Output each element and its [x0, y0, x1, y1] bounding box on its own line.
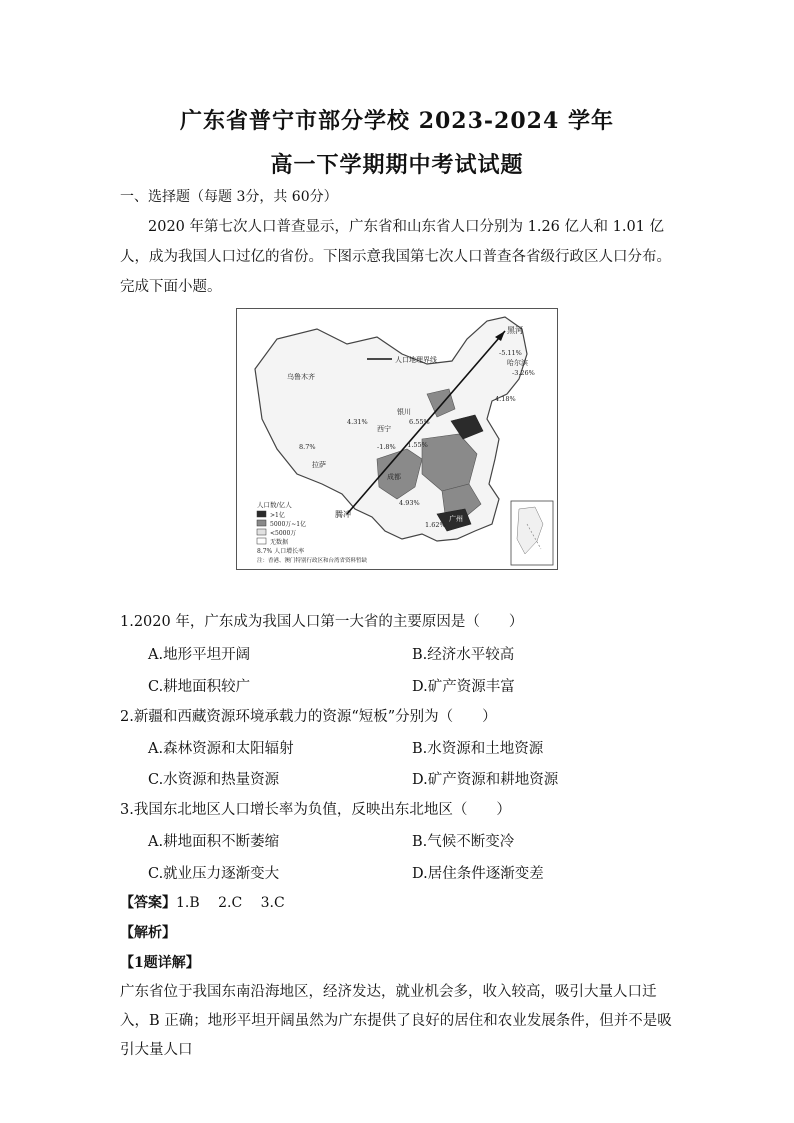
- growth-label: -1.55%: [405, 441, 428, 449]
- city-urumqi: 乌鲁木齐: [287, 373, 315, 381]
- city-xining: 西宁: [377, 425, 391, 433]
- line-legend-label: 人口地理界线: [395, 356, 437, 364]
- intro-paragraph: 2020 年第七次人口普查显示，广东省和山东省人口分别为 1.26 亿人和 1.01 亿人，成为我国人口过亿的省份。下图示意我国第七次人口普查各省级行政区人口分布。完成下面小题。: [120, 219, 671, 295]
- growth-label: 4.93%: [399, 499, 420, 507]
- china-population-map-svg: [237, 309, 557, 569]
- city-guangzhou: 广州: [449, 515, 463, 523]
- question-3-stem: 3.我国东北地区人口增长率为负值，反映出东北地区（ ）: [120, 802, 511, 818]
- growth-label: 1.62%: [425, 521, 446, 529]
- legend-note-growth: 8.7% 人口增长率: [257, 548, 305, 555]
- legend-swatch-nodata: [257, 538, 266, 544]
- growth-label: 6.55%: [409, 418, 430, 426]
- page-subtitle: 高一下学期期中考试试题: [270, 152, 524, 178]
- question-1-option-c: C.耕地面积较广: [148, 679, 251, 695]
- legend-swatch-low: [257, 529, 266, 535]
- legend-label-nodata: 无数据: [270, 539, 289, 546]
- question-2-option-c: C.水资源和热量资源: [148, 772, 280, 788]
- city-chengdu: 成都: [387, 473, 401, 481]
- question-2-stem: 2.新疆和西藏资源环境承载力的资源“短板”分别为（ ）: [120, 709, 497, 725]
- answer-label: 【答案】: [120, 895, 176, 911]
- growth-label: 4.31%: [347, 418, 368, 426]
- question-3-option-a: A.耕地面积不断萎缩: [148, 834, 280, 850]
- question-1-option-a: A.地形平坦开阔: [148, 647, 251, 663]
- section-heading: 一、选择题（每题 3分，共 60分）: [120, 189, 338, 205]
- question-1-option-b: B.经济水平较高: [412, 647, 515, 663]
- legend-note-data: 注：香港、澳门特别行政区和台湾省资料暂缺: [257, 558, 368, 564]
- growth-label: 8.7%: [299, 443, 316, 451]
- city-harbin: 哈尔滨: [507, 359, 528, 367]
- question-2-option-d: D.矿产资源和耕地资源: [412, 772, 559, 788]
- legend-label-mid: 5000万~1亿: [270, 521, 307, 528]
- city-lhasa: 拉萨: [312, 461, 326, 469]
- question-1-stem: 1.2020 年，广东成为我国人口第一大省的主要原因是（ ）: [120, 614, 524, 630]
- answer-values: 1.B 2.C 3.C: [176, 895, 285, 911]
- legend-title: 人口数/亿人: [257, 501, 292, 509]
- legend-swatch-high: [257, 511, 266, 517]
- city-tengchong: 腾冲: [335, 510, 351, 519]
- question-1-option-d: D.矿产资源丰富: [412, 679, 515, 695]
- question-2-option-a: A.森林资源和太阳辐射: [148, 741, 294, 757]
- detail-text: 广东省位于我国东南沿海地区，经济发达，就业机会多，收入较高，吸引大量人口迁入，B 正确；地形平坦开阔虽然为广东提供了良好的居住和农业发展条件，但并不是吸引大量人口: [120, 984, 672, 1058]
- population-map: [236, 308, 558, 570]
- analysis-label: 【解析】: [120, 925, 176, 941]
- answer-line: [120, 892, 285, 912]
- city-yinchuan: 银川: [397, 408, 411, 416]
- growth-label: -1.8%: [377, 443, 396, 451]
- legend-label-high: >1亿: [270, 512, 285, 519]
- legend-swatch-mid: [257, 520, 266, 526]
- growth-label: -3.26%: [512, 369, 535, 377]
- question-3-option-d: D.居住条件逐渐变差: [412, 866, 544, 882]
- page-title: 广东省普宁市部分学校 2023-2024 学年: [180, 108, 614, 134]
- question-3-option-c: C.就业压力逐渐变大: [148, 866, 280, 882]
- question-2-option-b: B.水资源和土地资源: [412, 741, 544, 757]
- city-heihe: 黑河: [507, 326, 523, 335]
- detail-label: 【1题详解】: [120, 955, 200, 971]
- growth-label: 4.18%: [495, 395, 516, 403]
- question-3-option-b: B.气候不断变冷: [412, 834, 515, 850]
- growth-label: -5.11%: [499, 349, 522, 357]
- legend-label-low: <5000万: [270, 530, 297, 537]
- china-outline: [255, 317, 527, 541]
